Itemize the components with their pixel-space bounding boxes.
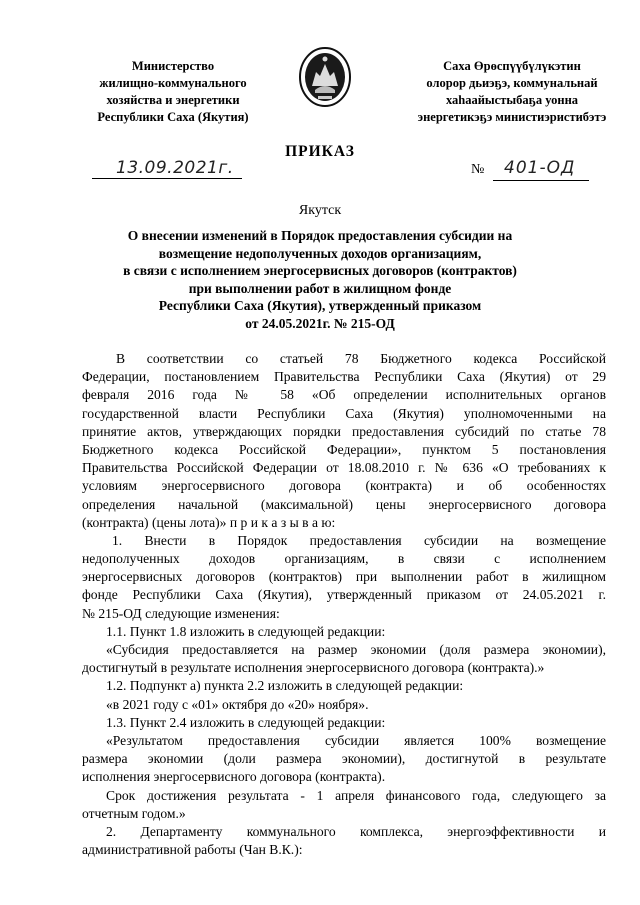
body-line: недополученных доходов организациям, в связи с исполнением bbox=[82, 551, 606, 567]
body-line: достигнутый в результате исполнения энергосервисного договора (контракта).» bbox=[82, 660, 545, 676]
body-line: условиям энергосервисного договора (контракта) и об особенностях bbox=[82, 478, 606, 494]
body-line: Правительства Российской Федерации от 18.08.2010 г. № 636 «О требованиях к bbox=[82, 460, 606, 476]
header-left-line: жилищно-коммунального bbox=[99, 76, 247, 90]
body-line: энергосервисных договоров (контрактов) при выполнении работ в жилищном bbox=[82, 569, 606, 585]
body-line: 1.2. Подпункт а) пункта 2.2 изложить в следующей редакции: bbox=[106, 678, 464, 694]
body-line: № 215-ОД следующие изменения: bbox=[82, 605, 280, 621]
body-line: 1.1. Пункт 1.8 изложить в следующей редакции: bbox=[106, 623, 386, 639]
header-right-line: хаһаайыстыбаҕа уонна bbox=[445, 93, 579, 107]
subject-line: в связи с исполнением энергосервисных договоров (контрактов) bbox=[123, 263, 517, 278]
body-line: (контракта) (цены лота)» п р и к а з ы в а ю: bbox=[82, 514, 336, 530]
header-left-line: хозяйства и энергетики bbox=[106, 93, 240, 107]
header-right-line: олорор дьиэҕэ, коммунальнай bbox=[426, 76, 598, 90]
body-line: административной работы (Чан В.К.): bbox=[82, 842, 303, 858]
body-line: Срок достижения результата - 1 апреля финансового года, следующего за bbox=[106, 787, 606, 803]
order-body bbox=[82, 350, 606, 859]
body-line: отчетным годом.» bbox=[82, 805, 186, 821]
body-line: исполнения энергосервисного договора (контракта). bbox=[82, 769, 386, 785]
body-line: 2. Департаменту коммунального комплекса, энергоэффективности и bbox=[106, 823, 606, 839]
subject-line: при выполнении работ в жилищном фонде bbox=[188, 280, 452, 296]
body-line: «Результатом предоставления субсидии является 100% возмещение bbox=[106, 732, 606, 748]
number-underline bbox=[493, 180, 589, 181]
subject-line: от 24.05.2021г. № 215-ОД bbox=[245, 315, 395, 331]
coat-of-arms-emblem bbox=[298, 46, 352, 108]
date-underline bbox=[92, 178, 242, 179]
header-left-line: Республики Саха (Якутия) bbox=[97, 110, 249, 124]
document-title: ПРИКАЗ bbox=[285, 143, 355, 160]
ministry-name-russian bbox=[68, 58, 278, 126]
handwritten-date: 13.09.2021г. bbox=[116, 158, 234, 178]
city-name: Якутск bbox=[298, 203, 342, 218]
subject-line: Республики Саха (Якутия), утвержденный приказом bbox=[158, 298, 482, 313]
handwritten-order-number: 401-ОД bbox=[504, 158, 576, 178]
header-right-line: энергетикэҕэ министиэристибэтэ bbox=[417, 110, 607, 124]
header-right-line: Саха Өрөспүүбүлүкэтин bbox=[443, 59, 581, 73]
body-line: определения начальной (максимальной) цены энергосервисного договора bbox=[82, 496, 606, 512]
body-line: «Субсидия предоставляется на размер экономии (доля размера экономии), bbox=[106, 642, 606, 657]
body-line: Бюджетного кодекса Российской Федерации», пунктом 5 постановления bbox=[82, 441, 606, 457]
order-subject bbox=[90, 227, 550, 332]
ministry-name-yakut bbox=[396, 58, 628, 126]
body-line: принятие актов, утверждающих порядки предоставления субсидий по статье 78 bbox=[82, 423, 606, 439]
body-line: 1.3. Пункт 2.4 изложить в следующей редакции: bbox=[106, 714, 386, 730]
body-line: фонде Республики Саха (Якутия), утвержденный приказом от 24.05.2021 г. bbox=[82, 587, 606, 603]
number-sign: № bbox=[471, 162, 485, 177]
body-line: 1. Внести в Порядок предоставления субсидии на возмещение bbox=[112, 532, 606, 548]
subject-line: О внесении изменений в Порядок предоставления субсидии на bbox=[127, 228, 513, 243]
subject-line: возмещение недополученных доходов организациям, bbox=[158, 245, 482, 261]
body-line: Федерации, постановлением Правительства Республики Саха (Якутия) от 29 bbox=[82, 369, 606, 385]
body-line: размера экономии (доли размера экономии), достигнутой в результате bbox=[82, 751, 606, 767]
body-line: февраля 2016 года № 58 «Об определении исполнительных органов bbox=[82, 387, 606, 403]
body-line: В соответствии со статьей 78 Бюджетного кодекса Российской bbox=[116, 351, 606, 366]
body-line: «в 2021 году с «01» октября до «20» ноября». bbox=[106, 696, 369, 712]
body-line: государственной власти Республики Саха (Якутия) уполномоченными на bbox=[82, 405, 606, 421]
header-left-line: Министерство bbox=[131, 59, 215, 73]
